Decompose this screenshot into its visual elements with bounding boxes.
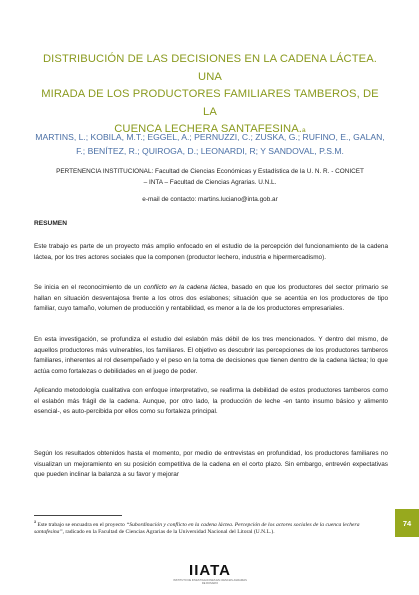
footnote — [34, 519, 388, 537]
paragraph-2-emphasis: conflicto en la cadena láctea — [143, 284, 228, 291]
abstract-paragraph-1: Este trabajo es parte de un proyecto más amplio enfocado en el estudio de la percepción del funcionamiento de la cadena láctea, por los tres actores sociales que la componen (productor lechero, industria e hipermercadismo). — [34, 243, 388, 261]
footnote-text-end: , radicado en la Facultad de Ciencias Agrarias de la Universidad Nacional del Litoral (U.N.L.). — [62, 529, 275, 536]
paragraph-2-start: Se inicia en el reconocimiento de un — [34, 284, 144, 291]
authors-line-1: MARTINS, L.; KOBILA, M.T.; EGGEL, A.; PERNUZZI, C.; ZUSKA, G.; RUFINO, E., GALAN, — [35, 132, 385, 142]
abstract-paragraph-4: Aplicando metodología cualitativa con enfoque interpretativo, se reafirma la debilidad de estos productores tamberos como el eslabón más frágil de la cadena. Aunque, por otro lado, la producción de leche -en tanto insumo básico y alimento esencial-, es auto-percibida por ellos como su fortaleza principal. — [34, 387, 388, 416]
authors-line-2: F.; BENÍTEZ, R.; QUIROGA, D.; LEONARDI, R; Y SANDOVAL, P.S.M. — [76, 146, 344, 156]
footnote-divider — [34, 515, 122, 516]
title-line-3: CUENCA LECHERA SANTAFESINA. — [114, 123, 303, 135]
abstract-heading: RESUMEN — [34, 220, 67, 227]
title-footnote-mark: a — [302, 127, 306, 134]
footnote-text-start: Este trabajo se encuadra en el proyecto — [36, 521, 127, 528]
author-list — [33, 130, 387, 158]
title-line-1: DISTRIBUCIÓN DE LAS DECISIONES EN LA CADENA LÁCTEA. UNA — [43, 53, 377, 83]
paragraph-2-end: , basado en que los productores del sector primario se hallan en situación desventajosa frente a los otros dos eslabones; situación que se acentúa en los productores de tipo familiar, cuyo tamaño, volumen de producción y rentabilidad, es menor a la de los productores empresariales. — [34, 284, 388, 313]
paper-title — [40, 51, 380, 140]
page-number-tab: 74 — [395, 509, 419, 537]
logo-wordmark: IIATA — [189, 562, 231, 579]
abstract-paragraph-2 — [34, 283, 388, 315]
logo-subtitle: INSTITUTO DE INVESTIGACIONES EN CIENCIAS AGRARIAS DE ROSARIO — [173, 579, 247, 586]
title-line-2: MIRADA DE LOS PRODUCTORES FAMILIARES TAMBEROS, DE LA — [41, 88, 379, 118]
abstract-paragraph-5: Según los resultados obtenidos hasta el momento, por medio de entrevistas en profundidad, los productores familiares no visualizan un mejoramiento en su posición competitiva de la cadena en el corto plazo. Sin embargo, entrevén expectativas que pueden inclinar la balanza a su favor y mejorar — [34, 450, 388, 479]
iiata-logo — [173, 563, 247, 593]
abstract-paragraph-3: En esta investigación, se profundiza el estudio del eslabón más débil de los tres mencionados. Y dentro del mismo, de aquellos productores más vulnerables, los familiares. El objetivo es descubrir las percepciones de los productores tamberos familiares, inherentes al rol desempeñado y el peso en la toma de decisiones que tienen dentro de la cadena láctea; lo que actúa como fortalezas o debilidades en el juego de poder. — [34, 336, 388, 375]
affiliation-line-1: PERTENENCIA INSTITUCIONAL: Facultad de Ciencias Económicas y Estadística de la U. N. R. - CONICET — [56, 168, 364, 175]
institutional-affiliation — [33, 166, 387, 188]
footnote-mark: a — [34, 520, 37, 525]
contact-email: e-mail de contacto: martins.luciano@inta.gob.ar — [142, 196, 278, 203]
footnote-project-title: “Subordinación y conflicto en la cadena láctea. Percepción de los actores sociales de la cuenca lechera santafesina” — [34, 521, 360, 536]
affiliation-line-2: – INTA – Facultad de Ciencias Agrarias. U.N.L. — [143, 179, 277, 186]
